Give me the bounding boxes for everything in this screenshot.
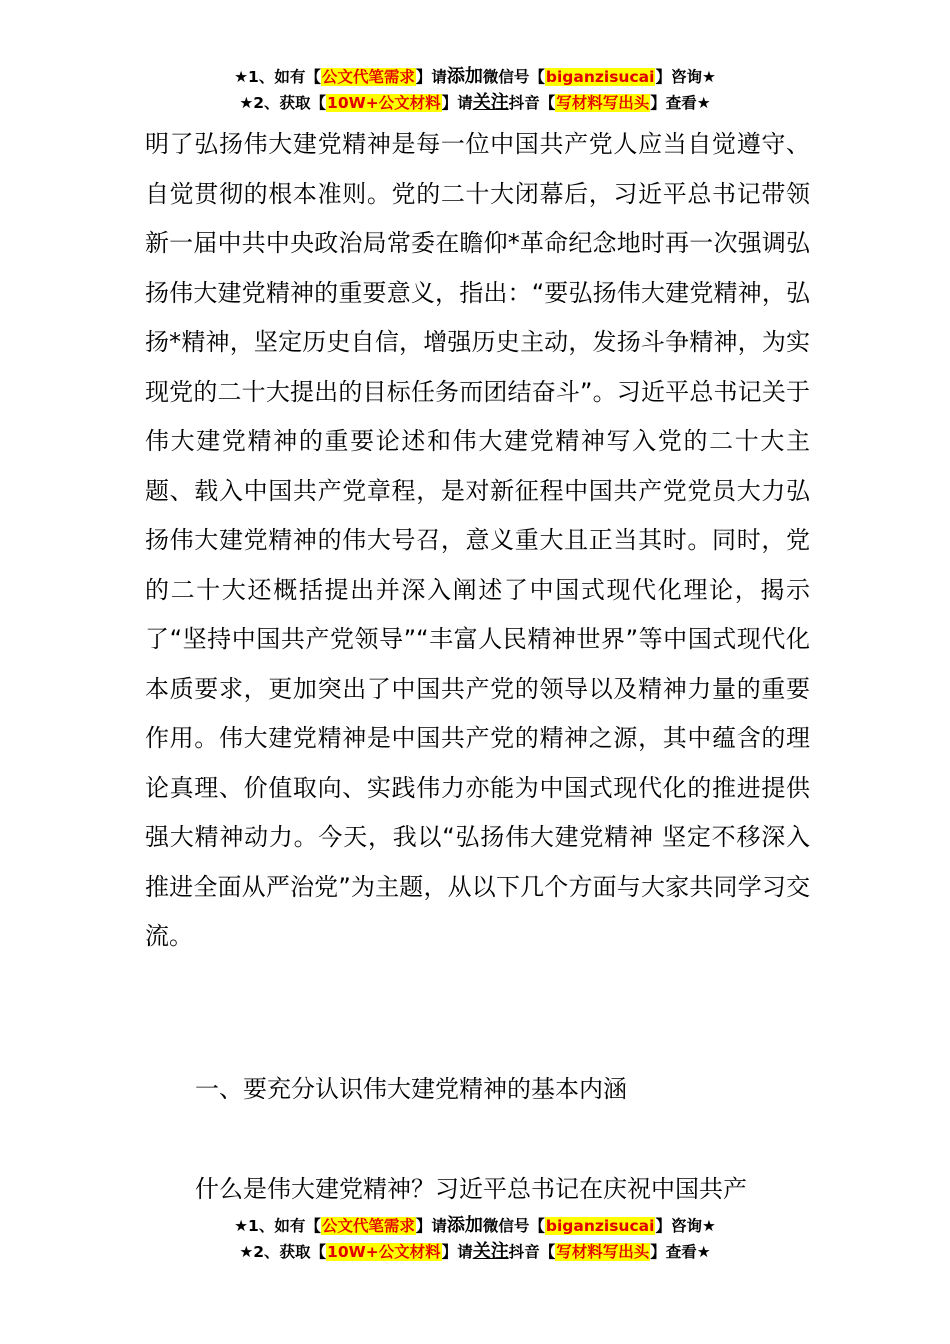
banner-emphasis: 添加 — [446, 66, 483, 87]
banner-line-2 — [0, 1239, 950, 1265]
banner-text: 】请 — [441, 94, 473, 112]
body-paragraph: 明了弘扬伟大建党精神是每一位中国共产党人应当自觉遵守、自觉贯彻的根本准则。党的二十大闭幕后，习近平总书记带领新一届中共中央政治局常委在瞻仰*革命纪念地时再一次强调弘扬伟大建党精神的重要意义，指出：“要弘扬伟大建党精神，弘扬*精神，坚定历史自信，增强历史主动，发扬斗争精神，为实现党的二十大提出的目标任务而团结奋斗”。习近平总书记关于伟大建党精神的重要论述和伟大建党精神写入党的二十大主题、载入中国共产党章程，是对新征程中国共产党党员大力弘扬伟大建党精神的伟大号召，意义重大且正当其时。同时，党的二十大还概括提出并深入阐述了中国式现代化理论，揭示了“坚持中国共产党领导”“丰富人民精神世界”等中国式现代化本质要求，更加突出了中国共产党的领导以及精神力量的重要作用。伟大建党精神是中国共产党的精神之源，其中蕴含的理论真理、价值取向、实践伟力亦能为中国式现代化的推进提供强大精神动力。今天，我以“弘扬伟大建党精神 坚定不移深入推进全面从严治党”为主题，从以下几个方面与大家共同学习交流。 — [145, 130, 810, 950]
banner-emphasis: 关注 — [472, 92, 509, 113]
banner-highlight: biganzisucai — [545, 68, 655, 86]
banner-highlight: 写材料写出头 — [556, 1243, 650, 1261]
banner-text: 】查看★ — [650, 1243, 711, 1261]
banner-highlight: 公文代笔需求 — [321, 68, 415, 86]
banner-highlight: 10W+公文材料 — [327, 94, 441, 112]
banner-text: 】请 — [415, 1217, 447, 1235]
banner-line-1 — [0, 1213, 950, 1239]
body-paragraph: 什么是伟大建党精神？习近平总书记在庆祝中国共产 — [195, 1175, 747, 1203]
banner-highlight: 10W+公文材料 — [327, 1243, 441, 1261]
banner-text: 抖音【 — [508, 94, 556, 112]
banner-text: 】查看★ — [650, 94, 711, 112]
banner-text: ★1、如有【 — [234, 68, 321, 86]
banner-line-2 — [0, 90, 950, 116]
banner-text: ★2、获取【 — [239, 94, 327, 112]
banner-highlight: 写材料写出头 — [556, 94, 650, 112]
banner-highlight: 公文代笔需求 — [321, 1217, 415, 1235]
footer-banner — [0, 1213, 950, 1265]
banner-text: 微信号【 — [482, 1217, 545, 1235]
banner-text: ★1、如有【 — [234, 1217, 321, 1235]
banner-text: 抖音【 — [508, 1243, 556, 1261]
banner-text: 】咨询★ — [655, 1217, 716, 1235]
banner-highlight: biganzisucai — [545, 1217, 655, 1235]
document-body — [145, 120, 810, 962]
banner-emphasis: 关注 — [472, 1241, 509, 1262]
banner-text: 】咨询★ — [655, 68, 716, 86]
header-banner — [0, 64, 950, 116]
banner-text: 】请 — [415, 68, 447, 86]
section-heading: 一、要充分认识伟大建党精神的基本内涵 — [195, 1075, 627, 1103]
banner-text: ★2、获取【 — [239, 1243, 327, 1261]
banner-text: 微信号【 — [482, 68, 545, 86]
banner-text: 】请 — [441, 1243, 473, 1261]
banner-line-1 — [0, 64, 950, 90]
banner-emphasis: 添加 — [446, 1215, 483, 1236]
